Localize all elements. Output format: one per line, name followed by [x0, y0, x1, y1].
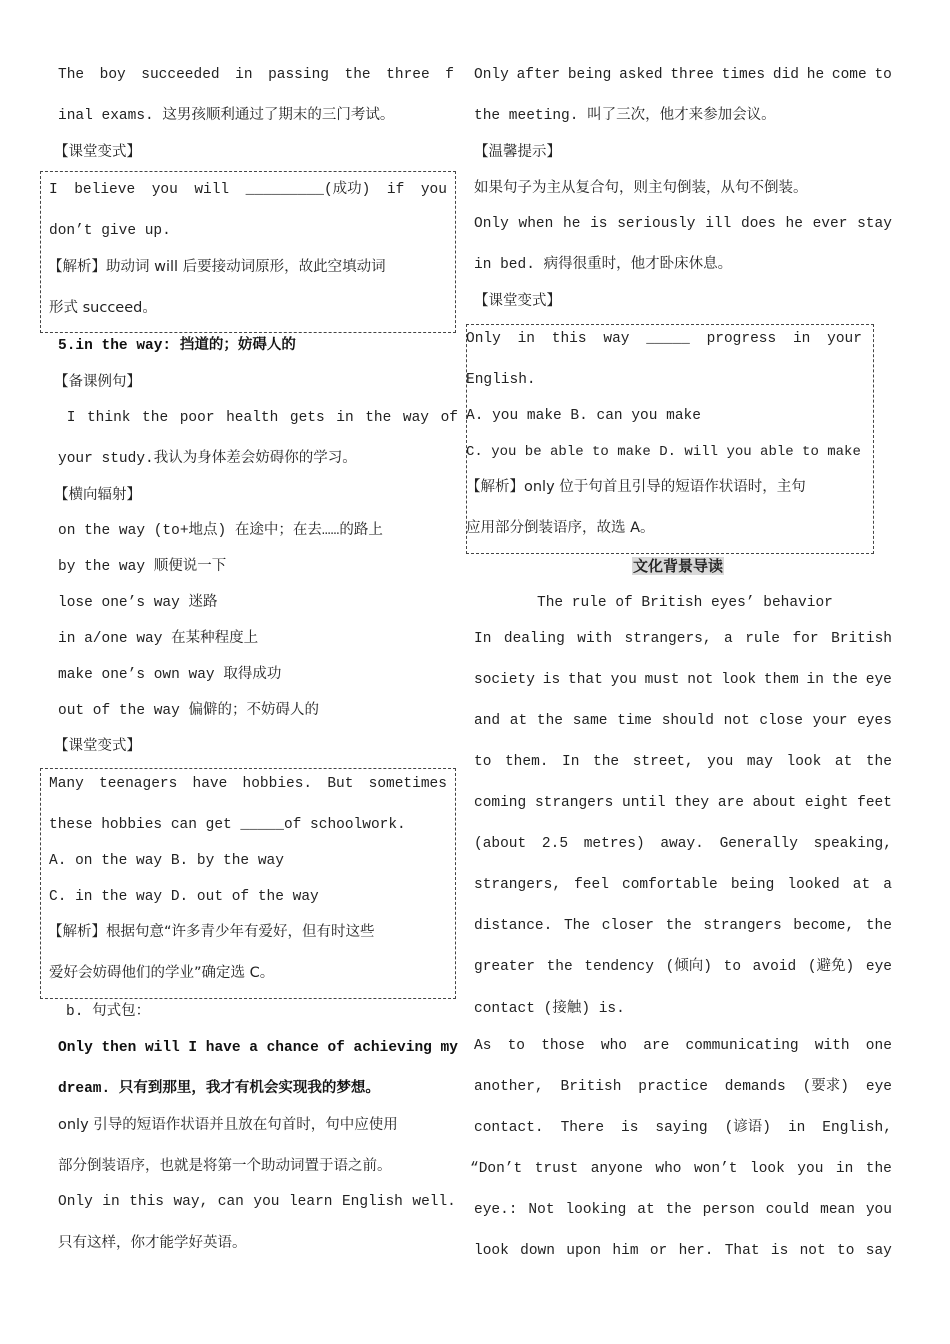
- word: In: [562, 754, 580, 770]
- word: to: [474, 754, 492, 770]
- word: times: [721, 67, 766, 83]
- word: could: [765, 1202, 810, 1218]
- word: (避免): [807, 959, 855, 975]
- word: teenagers: [99, 776, 178, 792]
- word: who: [600, 1038, 627, 1054]
- word: you: [253, 1194, 280, 1210]
- word: poor: [179, 410, 215, 426]
- word: greater: [474, 959, 535, 975]
- pattern-note-2: 部分倒装语序，也就是将第一个助动词置于语之前。: [58, 1158, 392, 1174]
- article-line: [474, 1077, 892, 1097]
- word: one: [865, 1038, 892, 1054]
- word: “Don’t: [470, 1161, 523, 1177]
- word: a: [724, 631, 733, 647]
- word: after: [516, 67, 561, 83]
- word: are: [643, 1038, 670, 1054]
- word: strangers,: [474, 877, 562, 893]
- word: in: [336, 410, 354, 426]
- word: saying: [655, 1120, 708, 1136]
- word: person: [702, 1202, 755, 1218]
- word: passing: [268, 67, 329, 83]
- word: her.: [678, 1243, 714, 1259]
- word: they: [674, 795, 710, 811]
- phrase-item: make one’s own way 取得成功: [58, 667, 282, 683]
- exercise-2-options-ab: A. on the way B. by the way: [49, 853, 284, 869]
- word: the: [831, 672, 858, 688]
- article-line: [474, 711, 892, 731]
- word: is: [590, 216, 608, 232]
- word: Only: [474, 216, 509, 232]
- word: have: [205, 1040, 241, 1056]
- word: I: [58, 410, 76, 426]
- word: in: [835, 1161, 854, 1177]
- word: and: [474, 713, 501, 729]
- word: strangers: [534, 795, 614, 811]
- phrase-item: in a/one way 在某种程度上: [58, 631, 259, 647]
- extension-label: 【横向辐射】: [54, 487, 141, 503]
- article-line: [470, 1159, 892, 1179]
- word: As: [474, 1038, 492, 1054]
- word: to: [837, 1243, 855, 1259]
- word: _________(成功): [245, 182, 371, 198]
- word: think: [86, 410, 131, 426]
- item-5-title: 5.in the way: 挡道的；妨碍人的: [58, 338, 296, 354]
- word: sometimes: [368, 776, 447, 792]
- word: feel: [574, 877, 609, 893]
- word: stay: [857, 216, 892, 232]
- word: when: [518, 216, 554, 232]
- word: with: [577, 631, 613, 647]
- word: eye: [865, 1079, 892, 1095]
- word: must: [644, 672, 680, 688]
- word: about: [752, 795, 797, 811]
- word: The: [58, 67, 85, 83]
- prep-example-line-1: [58, 408, 458, 428]
- word: asked: [619, 67, 663, 83]
- word: The: [563, 918, 591, 934]
- word: eight: [804, 795, 849, 811]
- word: in: [806, 672, 824, 688]
- word: society: [474, 672, 535, 688]
- word: anyone: [590, 1161, 643, 1177]
- pattern-example-line-2: 只有这样，你才能学好英语。: [58, 1235, 247, 1251]
- culture-heading-text: 文化背景导读: [633, 557, 724, 575]
- word: at: [637, 1202, 655, 1218]
- word: rule: [745, 631, 781, 647]
- word: upon: [566, 1243, 602, 1259]
- word: contact (接触) is.: [474, 1001, 625, 1017]
- word: down: [520, 1243, 555, 1259]
- word: if: [386, 182, 405, 198]
- word: you: [865, 1202, 892, 1218]
- word: There: [560, 1120, 605, 1136]
- word: did: [772, 67, 799, 83]
- exercise-3-analysis-2: 应用部分倒装语序，故选 A。: [466, 520, 655, 536]
- word: the: [865, 754, 892, 770]
- word: (要求): [802, 1079, 849, 1095]
- word: chance: [266, 1040, 319, 1056]
- word: practice: [638, 1079, 708, 1095]
- word: Many: [49, 776, 84, 792]
- word: hobbies.: [242, 776, 313, 792]
- phrase-item: lose one’s way 迷路: [58, 595, 218, 611]
- word: look: [750, 1161, 785, 1177]
- tip-example-line-1: [474, 214, 892, 234]
- word: speaking,: [813, 836, 892, 852]
- phrase-item: on the way (to+地点) 在途中；在去……的路上: [58, 523, 383, 539]
- pattern-example-line-1: [58, 1192, 456, 1212]
- word: Only: [58, 1040, 93, 1056]
- word: does: [741, 216, 776, 232]
- word: at: [834, 754, 853, 770]
- word: strangers,: [624, 631, 712, 647]
- culture-heading: [632, 556, 724, 578]
- word: progress: [706, 331, 777, 347]
- word: Only: [58, 1194, 93, 1210]
- word: will: [144, 1040, 180, 1056]
- exercise-3-line-2: English.: [466, 372, 536, 388]
- word: strangers: [703, 918, 782, 934]
- word: f: [445, 67, 454, 83]
- tip-example-line-2: in bed. 病得很重时，他才卧床休息。: [474, 257, 733, 273]
- word: become,: [793, 918, 855, 934]
- exercise-3-analysis-1: 【解析】only 位于句首且引导的短语作状语时，主句: [466, 479, 806, 495]
- word: ever: [812, 216, 848, 232]
- word: English,: [822, 1120, 892, 1136]
- word: who: [655, 1161, 682, 1177]
- word: for: [792, 631, 819, 647]
- word: That: [724, 1243, 760, 1259]
- article-line: [474, 1200, 892, 1220]
- word: with: [814, 1038, 850, 1054]
- word: the: [865, 918, 892, 934]
- word: comfortable: [622, 877, 718, 893]
- word: the: [536, 713, 563, 729]
- exercise-3-line-1: [466, 329, 862, 349]
- word: gets: [289, 410, 325, 426]
- word: feet: [857, 795, 892, 811]
- word: trust: [534, 1161, 579, 1177]
- word: But: [327, 776, 354, 792]
- word: the: [665, 918, 692, 934]
- word: should: [661, 713, 714, 729]
- word: dealing: [503, 631, 565, 647]
- exercise-2-line-1: [49, 774, 447, 794]
- example-line-2: the meeting. 叫了三次，他才来参加会议。: [474, 108, 776, 124]
- word: you: [707, 754, 734, 770]
- phrase-item: out of the way 偏僻的；不妨碍人的: [58, 703, 320, 719]
- tip-label: 【温馨提示】: [474, 144, 561, 160]
- word: in: [787, 1120, 806, 1136]
- exercise-2-line-2: these hobbies can get _____of schoolwork.: [49, 817, 406, 833]
- word: in: [102, 1194, 120, 1210]
- word: them: [763, 672, 799, 688]
- word: communicating: [685, 1038, 799, 1054]
- prep-example-line-2: your study.我认为身体差会妨碍你的学习。: [58, 451, 357, 467]
- word: at: [509, 713, 528, 729]
- word: your: [827, 331, 862, 347]
- article-line: [474, 629, 892, 649]
- article-line: [474, 1241, 892, 1261]
- word: learn: [288, 1194, 333, 1210]
- word: in: [517, 331, 535, 347]
- article-line: [474, 1118, 892, 1138]
- word: British: [831, 631, 892, 647]
- word: same: [572, 713, 608, 729]
- pattern-label: b. 句式包：: [66, 1004, 151, 1020]
- word: a: [249, 1040, 258, 1056]
- word: until: [622, 795, 666, 811]
- word: then: [101, 1040, 137, 1056]
- word: contact.: [474, 1120, 544, 1136]
- word: say: [865, 1243, 892, 1259]
- word: achieving: [353, 1040, 432, 1056]
- word: away.: [660, 836, 704, 852]
- word: to: [507, 1038, 525, 1054]
- word: boy: [99, 67, 126, 83]
- exercise-1-line-1: [49, 180, 447, 200]
- word: the: [665, 1202, 692, 1218]
- word: eyes: [857, 713, 892, 729]
- word: look: [721, 672, 757, 688]
- word: my: [440, 1040, 458, 1056]
- word: way: [603, 331, 630, 347]
- word: in: [792, 331, 811, 347]
- tip-text: 如果句子为主从复合句，则主句倒装，从句不倒装。: [474, 180, 808, 196]
- exercise-3-options-cd: C. you be able to make D. will you able to make: [466, 444, 861, 460]
- word: In: [474, 631, 492, 647]
- word: three: [386, 67, 430, 83]
- word: Generally: [719, 836, 798, 852]
- article-line: [474, 875, 892, 895]
- exercise-1-line-2: don’t give up.: [49, 223, 171, 239]
- pattern-sentence-line-1: [58, 1038, 458, 1058]
- word: come: [831, 67, 867, 83]
- word: eye.:: [474, 1202, 518, 1218]
- pattern-sentence-line-2: dream. 只有到那里，我才有机会实现我的梦想。: [58, 1081, 380, 1097]
- word: _____: [646, 331, 690, 347]
- word: is: [542, 672, 561, 688]
- pattern-note-1: only 引导的短语作状语并且放在句首时，句中应使用: [58, 1117, 398, 1133]
- word: succeeded: [141, 67, 220, 83]
- word: in: [235, 67, 253, 83]
- word: or: [649, 1243, 668, 1259]
- word: the: [593, 754, 620, 770]
- word: the: [344, 67, 371, 83]
- word: he: [785, 216, 803, 232]
- word: Only: [474, 67, 509, 83]
- word: being: [730, 877, 775, 893]
- word: is: [770, 1243, 789, 1259]
- article-line: [474, 752, 892, 772]
- word: Only: [466, 331, 501, 347]
- word: a: [883, 877, 892, 893]
- exercise-2-analysis-1: 【解析】根据句意“许多青少年有爱好，但有时这些: [48, 924, 375, 940]
- word: being: [567, 67, 612, 83]
- word: I: [188, 1040, 198, 1056]
- word: British: [560, 1079, 622, 1095]
- word: of: [327, 1040, 345, 1056]
- article-line: [474, 999, 625, 1019]
- word: (about: [474, 836, 527, 852]
- word: to: [874, 67, 892, 83]
- word: look: [474, 1243, 509, 1259]
- word: have: [192, 776, 228, 792]
- classroom-variant-label: 【课堂变式】: [474, 293, 561, 309]
- example-line-1: [58, 65, 454, 85]
- word: avoid: [752, 959, 797, 975]
- word: tendency: [584, 959, 654, 975]
- word: look: [786, 754, 822, 770]
- word: won’t: [694, 1161, 738, 1177]
- exercise-1-analysis-1: 【解析】助动词 will 后要接动词原形，故此空填动词: [48, 259, 386, 275]
- word: will: [194, 182, 230, 198]
- example-line-2: inal exams. 这男孩顺利通过了期末的三门考试。: [58, 108, 395, 124]
- word: I: [49, 182, 58, 198]
- word: not: [799, 1243, 826, 1259]
- word: this: [551, 331, 587, 347]
- article-line: [474, 916, 892, 936]
- word: he: [806, 67, 825, 83]
- word: time: [617, 713, 652, 729]
- article-line: [474, 957, 892, 977]
- word: English: [341, 1194, 403, 1210]
- word: the: [865, 1161, 892, 1177]
- word: them.: [504, 754, 549, 770]
- exercise-2-options-cd: C. in the way D. out of the way: [49, 889, 319, 905]
- word: (倾向): [665, 959, 712, 975]
- example-line-1: [474, 65, 892, 85]
- word: can: [217, 1194, 244, 1210]
- word: (谚语): [724, 1120, 771, 1136]
- word: distance.: [474, 918, 553, 934]
- word: three: [670, 67, 714, 83]
- word: metres): [583, 836, 645, 852]
- article-line: [474, 1036, 892, 1056]
- word: way,: [173, 1194, 209, 1210]
- classroom-variant-label-2: 【课堂变式】: [54, 738, 141, 754]
- word: him: [612, 1243, 639, 1259]
- word: 2.5: [541, 836, 569, 852]
- classroom-variant-label: 【课堂变式】: [54, 144, 141, 160]
- word: looking: [565, 1202, 627, 1218]
- word: mean: [820, 1202, 855, 1218]
- word: are: [717, 795, 744, 811]
- article-line: [474, 834, 892, 854]
- word: not: [723, 713, 750, 729]
- word: you: [610, 672, 637, 688]
- word: may: [746, 754, 773, 770]
- word: the: [365, 410, 392, 426]
- word: the: [142, 410, 169, 426]
- phrase-item: by the way 顺便说一下: [58, 559, 227, 575]
- word: that: [568, 672, 603, 688]
- word: closer: [601, 918, 654, 934]
- exercise-1-analysis-2: 形式 succeed。: [49, 300, 157, 316]
- word: looked: [787, 877, 840, 893]
- prep-example-label: 【备课例句】: [54, 374, 141, 390]
- word: close: [759, 713, 803, 729]
- word: eye: [865, 959, 892, 975]
- word: well.: [412, 1194, 456, 1210]
- word: way: [402, 410, 429, 426]
- word: your: [812, 713, 848, 729]
- word: those: [541, 1038, 585, 1054]
- word: seriously: [617, 216, 696, 232]
- exercise-3-options-ab: A. you make B. can you make: [466, 408, 701, 424]
- article-line: [474, 793, 892, 813]
- word: not: [687, 672, 714, 688]
- word: eye: [865, 672, 892, 688]
- word: believe: [74, 182, 136, 198]
- word: street,: [632, 754, 694, 770]
- word: you: [420, 182, 447, 198]
- article-title: The rule of British eyes’ behavior: [537, 595, 833, 611]
- word: another,: [474, 1079, 544, 1095]
- word: Not: [528, 1202, 555, 1218]
- word: coming: [474, 795, 527, 811]
- word: ill: [705, 216, 732, 232]
- word: you: [797, 1161, 824, 1177]
- word: demands: [724, 1079, 786, 1095]
- word: he: [563, 216, 581, 232]
- word: of: [440, 410, 458, 426]
- word: the: [546, 959, 573, 975]
- article-line: [474, 670, 892, 690]
- word: to: [723, 959, 742, 975]
- word: health: [226, 410, 279, 426]
- word: at: [852, 877, 871, 893]
- word: you: [151, 182, 178, 198]
- exercise-2-analysis-2: 爱好会妨碍他们的学业”确定选 C。: [49, 965, 275, 981]
- word: is: [621, 1120, 639, 1136]
- word: this: [129, 1194, 164, 1210]
